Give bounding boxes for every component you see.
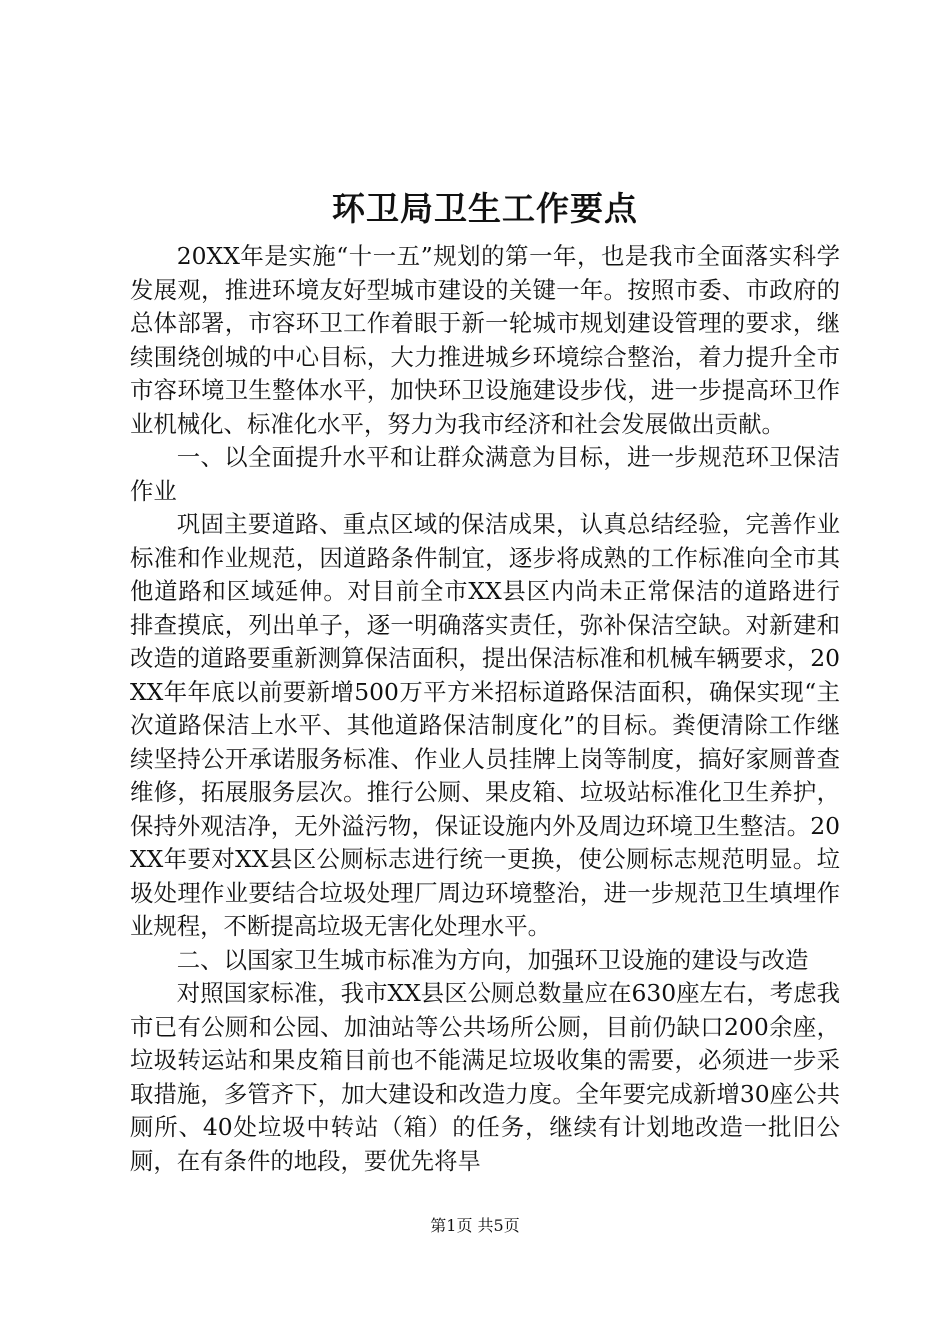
paragraph-intro: 20XX年是实施“十一五”规划的第一年，也是我市全面落实科学发展观，推进环境友好型城市建设的关键一年。按照市委、市政府的总体部署，市容环卫工作着眼于新一轮城市规划建设管理的要求，继续围绕创城的中心目标，大力推进城乡环境综合整治，着力提升全市市容环境卫生整体水平，加快环卫设施建设步伐，进一步提高环卫作业机械化、标准化水平，努力为我市经济和社会发展做出贡献。	[130, 242, 840, 438]
paragraph-section-2: 对照国家标准，我市XX县区公厕总数量应在630座左右，考虑我市已有公厕和公园、加油站等公共场所公厕，目前仍缺口200余座，垃圾转运站和果皮箱目前也不能满足垃圾收集的需要，必须进一步采取措施，多管齐下，加大建设和改造力度。全年要完成新增30座公共厕所、40处垃圾中转站（箱）的任务，继续有计划地改造一批旧公厕，在有条件的地段，要优先将旱	[130, 979, 840, 1175]
document-body	[130, 182, 840, 1178]
page-footer: 第1页 共5页	[430, 1216, 520, 1235]
section-heading-2: 二、以国家卫生城市标准为方向，加强环卫设施的建设与改造	[176, 945, 809, 974]
section-heading-1: 一、以全面提升水平和让群众满意为目标，进一步规范环卫保洁作业	[130, 443, 840, 505]
paragraph-section-1: 巩固主要道路、重点区域的保洁成果，认真总结经验，完善作业标准和作业规范，因道路条件制宜，逐步将成熟的工作标准向全市其他道路和区域延伸。对目前全市XX县区内尚未正常保洁的道路进行排查摸底，列出单子，逐一明确落实责任，弥补保洁空缺。对新建和改造的道路要重新测算保洁面积，提出保洁标准和机械车辆要求，20XX年年底以前要新增500万平方米招标道路保洁面积，确保实现“主次道路保洁上水平、其他道路保洁制度化”的目标。粪便清除工作继续坚持公开承诺服务标准、作业人员挂牌上岗等制度，搞好家厕普查维修，拓展服务层次。推行公厕、果皮箱、垃圾站标准化卫生养护，保持外观洁净，无外溢污物，保证设施内外及周边环境卫生整洁。20XX年要对XX县区公厕标志进行统一更换，使公厕标志规范明显。垃圾处理作业要结合垃圾处理厂周边环境整治，进一步规范卫生填埋作业规程，不断提高垃圾无害化处理水平。	[130, 510, 840, 940]
document-title: 环卫局卫生工作要点	[332, 189, 638, 228]
